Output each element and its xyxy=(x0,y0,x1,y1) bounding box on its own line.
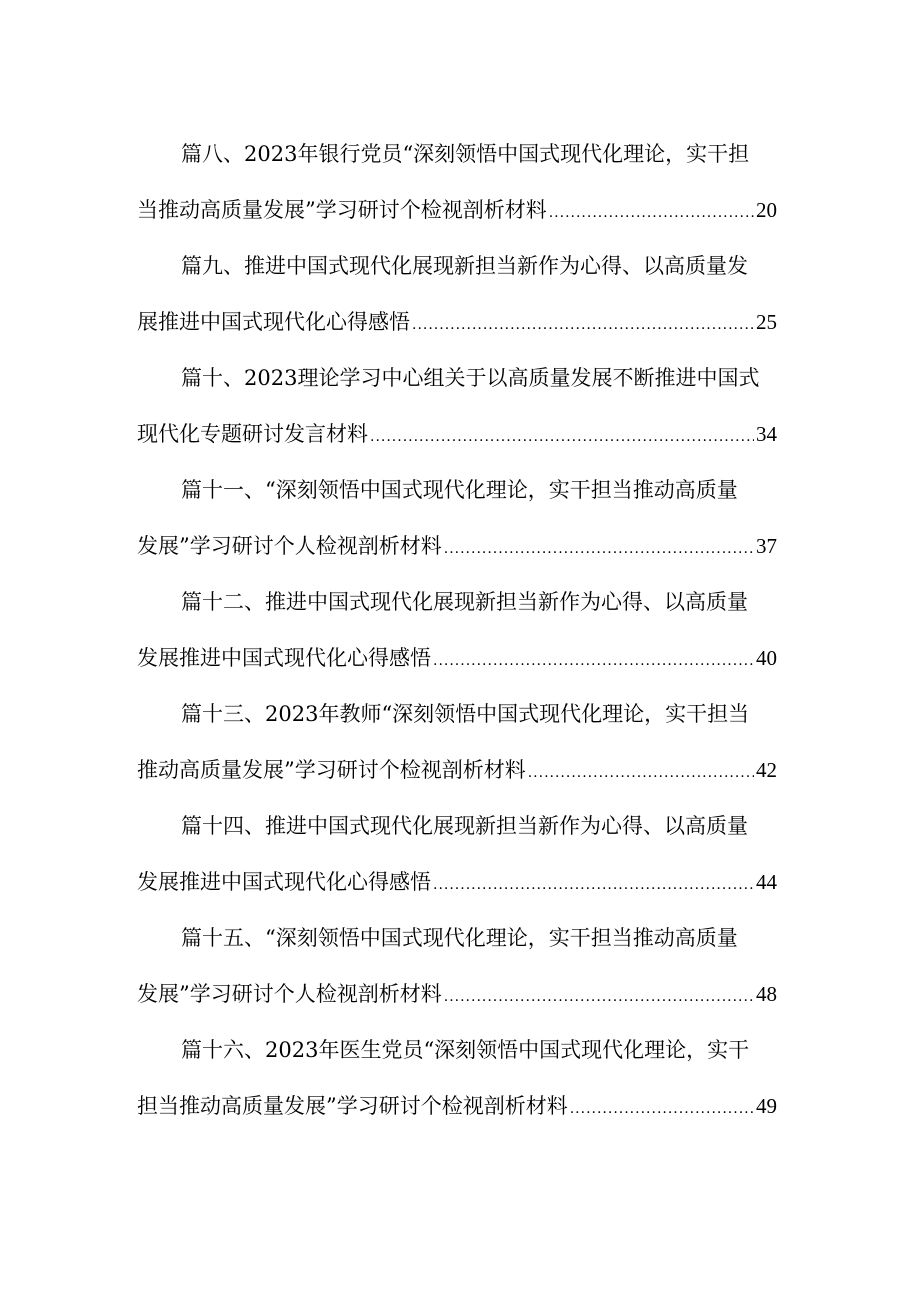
dot-leader xyxy=(444,521,754,577)
toc-entry-title-continued: 当推动高质量发展”学习研讨个检视剖析材料 xyxy=(137,198,547,222)
toc-entry-title-continued: 现代化专题研讨发言材料 xyxy=(137,422,368,446)
toc-entry-14[interactable] xyxy=(137,798,777,910)
dot-leader xyxy=(549,185,754,241)
table-of-contents xyxy=(137,126,777,1134)
toc-entry-11[interactable] xyxy=(137,462,777,574)
toc-page-number: 48 xyxy=(756,982,777,1006)
dot-leader xyxy=(412,297,754,353)
toc-entry-title-continued: 展推进中国式现代化心得感悟 xyxy=(137,310,410,334)
toc-entry-title: 篇九、推进中国式现代化展现新担当新作为心得、以高质量发 xyxy=(181,254,748,278)
toc-entry-title-continued: 推动高质量发展”学习研讨个检视剖析材料 xyxy=(137,758,526,782)
toc-entry-10[interactable] xyxy=(137,350,777,462)
toc-entry-title-continued: 发展推进中国式现代化心得感悟 xyxy=(137,646,431,670)
dot-leader xyxy=(433,633,754,689)
toc-entry-15[interactable] xyxy=(137,910,777,1022)
toc-entry-title-continued: 发展”学习研讨个人检视剖析材料 xyxy=(137,982,442,1006)
dot-leader xyxy=(528,745,754,801)
toc-page-number: 37 xyxy=(756,534,777,558)
toc-entry-title-continued: 发展推进中国式现代化心得感悟 xyxy=(137,870,431,894)
dot-leader xyxy=(433,857,754,913)
toc-entry-title: 篇十五、“深刻领悟中国式现代化理论，实干担当推动高质量 xyxy=(181,926,738,950)
toc-entry-8[interactable] xyxy=(137,126,777,238)
toc-page-number: 42 xyxy=(756,758,777,782)
toc-entry-9[interactable] xyxy=(137,238,777,350)
toc-entry-13[interactable] xyxy=(137,686,777,798)
toc-entry-16[interactable] xyxy=(137,1022,777,1134)
toc-page-number: 40 xyxy=(756,646,777,670)
toc-entry-title: 篇十二、推进中国式现代化展现新担当新作为心得、以高质量 xyxy=(181,590,748,614)
toc-entry-12[interactable] xyxy=(137,574,777,686)
toc-entry-title: 篇十四、推进中国式现代化展现新担当新作为心得、以高质量 xyxy=(181,814,748,838)
toc-entry-title: 篇八、2023年银行党员“深刻领悟中国式现代化理论，实干担 xyxy=(181,142,750,166)
dot-leader xyxy=(444,969,754,1025)
toc-entry-title: 篇十六、2023年医生党员“深刻领悟中国式现代化理论，实干 xyxy=(181,1038,750,1062)
toc-entry-title-continued: 发展”学习研讨个人检视剖析材料 xyxy=(137,534,442,558)
toc-entry-title: 篇十、2023理论学习中心组关于以高质量发展不断推进中国式 xyxy=(181,366,760,390)
toc-entry-title: 篇十三、2023年教师“深刻领悟中国式现代化理论，实干担当 xyxy=(181,702,750,726)
dot-leader xyxy=(370,409,754,465)
toc-page-number: 49 xyxy=(756,1094,777,1118)
toc-page-number: 44 xyxy=(756,870,777,894)
toc-entry-title-continued: 担当推动高质量发展”学习研讨个检视剖析材料 xyxy=(137,1094,568,1118)
dot-leader xyxy=(570,1081,754,1137)
toc-page-number: 25 xyxy=(756,310,777,334)
toc-entry-title: 篇十一、“深刻领悟中国式现代化理论，实干担当推动高质量 xyxy=(181,478,738,502)
toc-page-number: 34 xyxy=(756,422,777,446)
toc-page-number: 20 xyxy=(756,198,777,222)
